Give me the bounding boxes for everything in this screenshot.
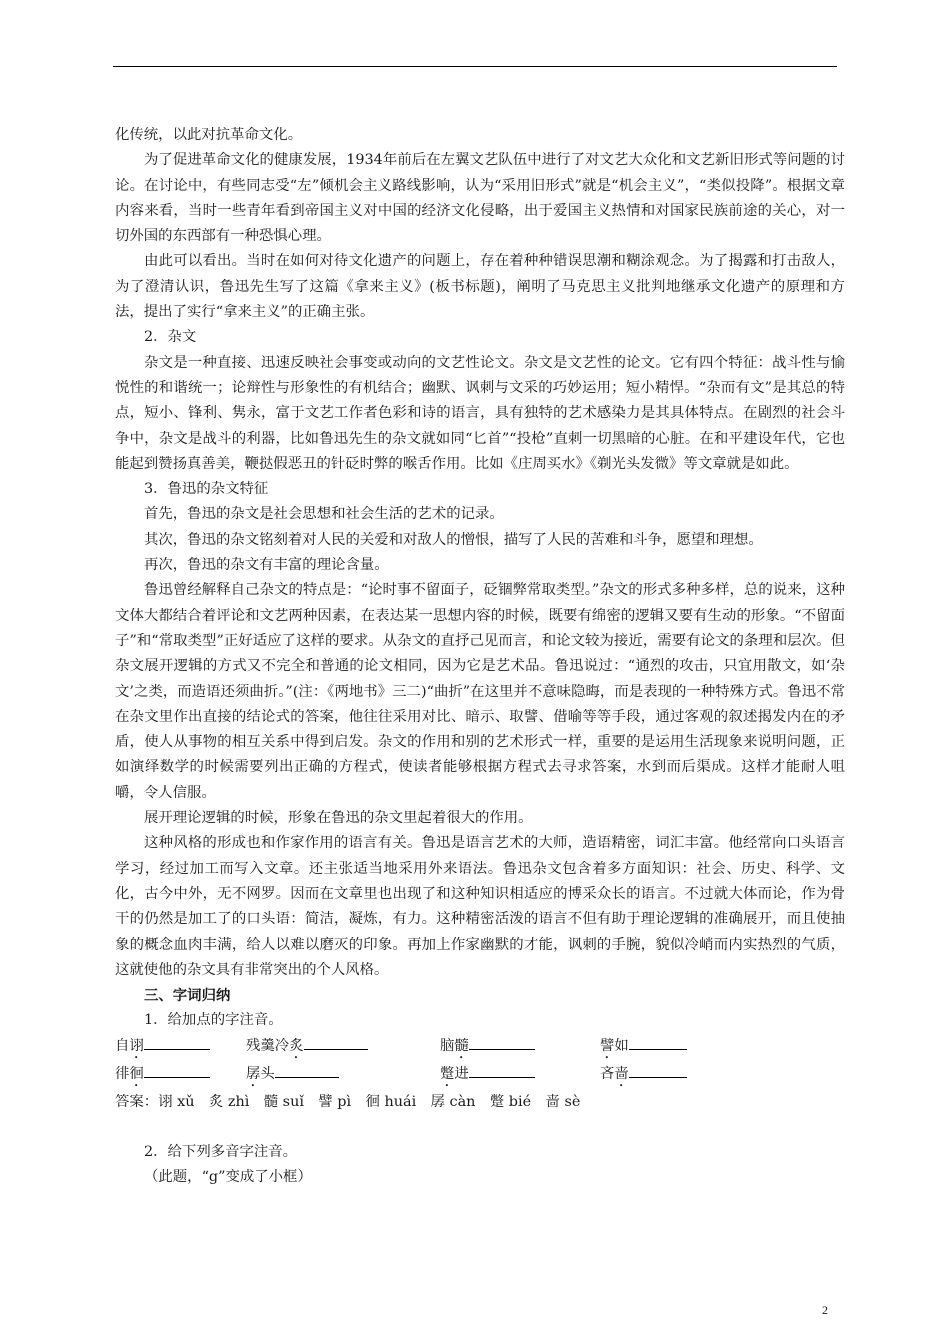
pinyin-item (600, 1062, 710, 1090)
pinyin-row (115, 1034, 845, 1062)
dotted-character: 孱 (246, 1065, 261, 1082)
dotted-character: 蹩 (440, 1065, 455, 1082)
answer-blank[interactable] (275, 1063, 339, 1078)
dotted-character: 炙 (289, 1037, 304, 1054)
answer-blank[interactable] (304, 1035, 368, 1050)
question: 2．给下列多音字注音。 (144, 1143, 298, 1160)
word-text: 如 (614, 1037, 629, 1054)
paragraph: 由此可以看出。当时在如何对待文化遗产的问题上，存在着种种错误思潮和糊涂观念。为了揭露和打击敌人，为了澄清认识，鲁迅先生写了这篇《拿来主义》(板书标题)，阐明了马克思主义批判地继承文化遗产的原理和方法，提出了实行“拿来主义”的正确主张。 (115, 253, 845, 321)
answer-blank[interactable] (629, 1063, 687, 1078)
word-text: 徘 (115, 1065, 130, 1082)
dotted-character: 诩 (129, 1037, 144, 1054)
pinyin-exercise (115, 1034, 845, 1090)
question: 1．给加点的字注音。 (144, 1012, 283, 1029)
paragraph: 鲁迅曾经解释自己杂文的特点是：“论时事不留面子，砭锢弊常取类型。”杂文的形式多种多样，总的说来，这种文体大都结合着评论和文艺两种因素，在表达某一思想内容的时候，既要有绵密的逻辑又要有生动的形象。“不留面子”和“常取类型”正好适应了这样的要求。从杂文的直抒己见而言，和论文较为接近，需要有论文的条理和层次。但杂文展开逻辑的方式又不完全和普通的论文相同，因为它是艺术品。鲁迅说过：“通烈的攻击，只宜用散文，如‘杂文’之类，而造语还须曲折。”(注：《两地书》三二)“曲折”在这里并不意味隐晦，而是表现的一种特殊方式。鲁迅不常在杂文里作出直接的结论式的答案，他往往采用对比、暗示、取譬、借喻等等手段，通过客观的叙述揭发内在的矛盾，使人从事物的相互关系中得到启发。杂文的作用和别的艺术形式一样，重要的是运用生活现象来说明问题，正如演绎数学的时候需要列出正确的方程式，使读者能够根据方程式去寻求答案，水到而后渠成。这样才能耐人咀嚼，令人信服。 (115, 582, 845, 801)
answer-blank[interactable] (469, 1063, 535, 1078)
header-rule (113, 66, 837, 67)
pinyin-item (115, 1034, 220, 1062)
pinyin-item (440, 1034, 574, 1062)
answer-blank[interactable] (144, 1035, 210, 1050)
paragraph: 化传统，以此对抗革命文化。 (115, 127, 303, 143)
word-text: 头 (260, 1065, 275, 1082)
pinyin-item (600, 1034, 710, 1062)
answer-line: 答案：诩 xǔ 炙 zhì 髓 suǐ 譬 pì 徊 huái 孱 càn 蹩 bié 啬 sè (115, 1093, 581, 1110)
answer-blank[interactable] (469, 1035, 535, 1050)
paragraph: 展开理论逻辑的时候，形象在鲁迅的杂文里起着很大的作用。 (144, 810, 533, 827)
word-text: 脑 (440, 1037, 455, 1054)
pinyin-row (115, 1062, 845, 1090)
word-text: 吝 (600, 1065, 615, 1082)
word-text: 进 (454, 1065, 469, 1082)
pinyin-item (246, 1034, 414, 1062)
paragraph: 再次，鲁迅的杂文有丰富的理论含量。 (144, 557, 389, 574)
pinyin-item (115, 1062, 220, 1090)
paragraph: 这种风格的形成也和作家作用的语言有关。鲁迅是语言艺术的大师，造语精密，词汇丰富。他经常向口头语言学习，经过加工而写入文章。还主张适当地采用外来语法。鲁迅杂文包含着多方面知识：社会、历史、科学、文化，古今中外，无不网罗。因而在文章里也出现了和这种知识相适应的博采众长的语言。不过就大体而论，作为骨干的仍然是加工了的口头语：简洁，凝炼，有力。这种精密活泼的语言不但有助于理论逻辑的准确展开，而且使抽象的概念血肉丰满，给人以难以磨灭的印象。再加上作家幽默的才能，讽刺的手腕，貌似冷峭而内实热烈的气质，这就使他的杂文具有非常突出的个人风格。 (115, 835, 845, 978)
section-heading: 3．鲁迅的杂文特征 (144, 481, 269, 498)
pinyin-item (440, 1062, 574, 1090)
paragraph: 其次，鲁迅的杂文铭刻着对人民的关爱和对敌人的憎恨，描写了人民的苦难和斗争，愿望和理想。 (144, 531, 763, 548)
word-text: 残羹冷 (246, 1037, 290, 1054)
answer-blank[interactable] (629, 1035, 687, 1050)
paragraph: 首先，鲁迅的杂文是社会思想和社会生活的艺术的记录。 (144, 506, 504, 523)
paragraph: 为了促进革命文化的健康发展，1934年前后在左翼文艺队伍中进行了对文艺大众化和文艺新旧形式等问题的讨论。在讨论中，有些同志受“左”倾机会主义路线影响，认为“采用旧形式”就是“机会主义”，“类似投降”。根据文章内容来看，当时一些青年看到帝国主义对中国的经济文化侵略，出于爱国主义热情和对国家民族前途的关心，对一切外国的东西部有一种恐惧心理。 (115, 152, 845, 245)
section-heading: 2．杂文 (144, 329, 197, 346)
word-text: 自 (115, 1037, 130, 1054)
question-note: （此题，“g”变成了小框） (144, 1169, 312, 1186)
dotted-character: 徊 (129, 1065, 144, 1082)
paragraph: 杂文是一种直接、迅速反映社会事变或动向的文艺性论文。杂文是文艺性的论文。它有四个特征：战斗性与愉悦性的和谐统一；论辩性与形象性的有机结合；幽默、讽刺与文采的巧妙运用；短小精悍。“杂而有文”是其总的特点，短小、锋利、隽永，富于文艺工作者色彩和诗的语言，具有独特的艺术感染力是其具体特点。在剧烈的社会斗争中，杂文是战斗的利器，比如鲁迅先生的杂文就如同“匕首”“投枪”直刺一切黑暗的心脏。在和平建设年代，它也能起到赞扬真善美，鞭挞假恶丑的针砭时弊的喉舌作用。比如《庄周买水》《剃光头发微》等文章就是如此。 (115, 354, 845, 472)
pinyin-item (246, 1062, 414, 1090)
dotted-character: 啬 (614, 1065, 629, 1082)
document-body (115, 123, 845, 1191)
section-heading: 三、字词归纳 (144, 987, 231, 1005)
dotted-character: 譬 (600, 1037, 615, 1054)
page-number: 2 (822, 1303, 828, 1317)
dotted-character: 髓 (454, 1037, 469, 1054)
answer-blank[interactable] (144, 1063, 210, 1078)
